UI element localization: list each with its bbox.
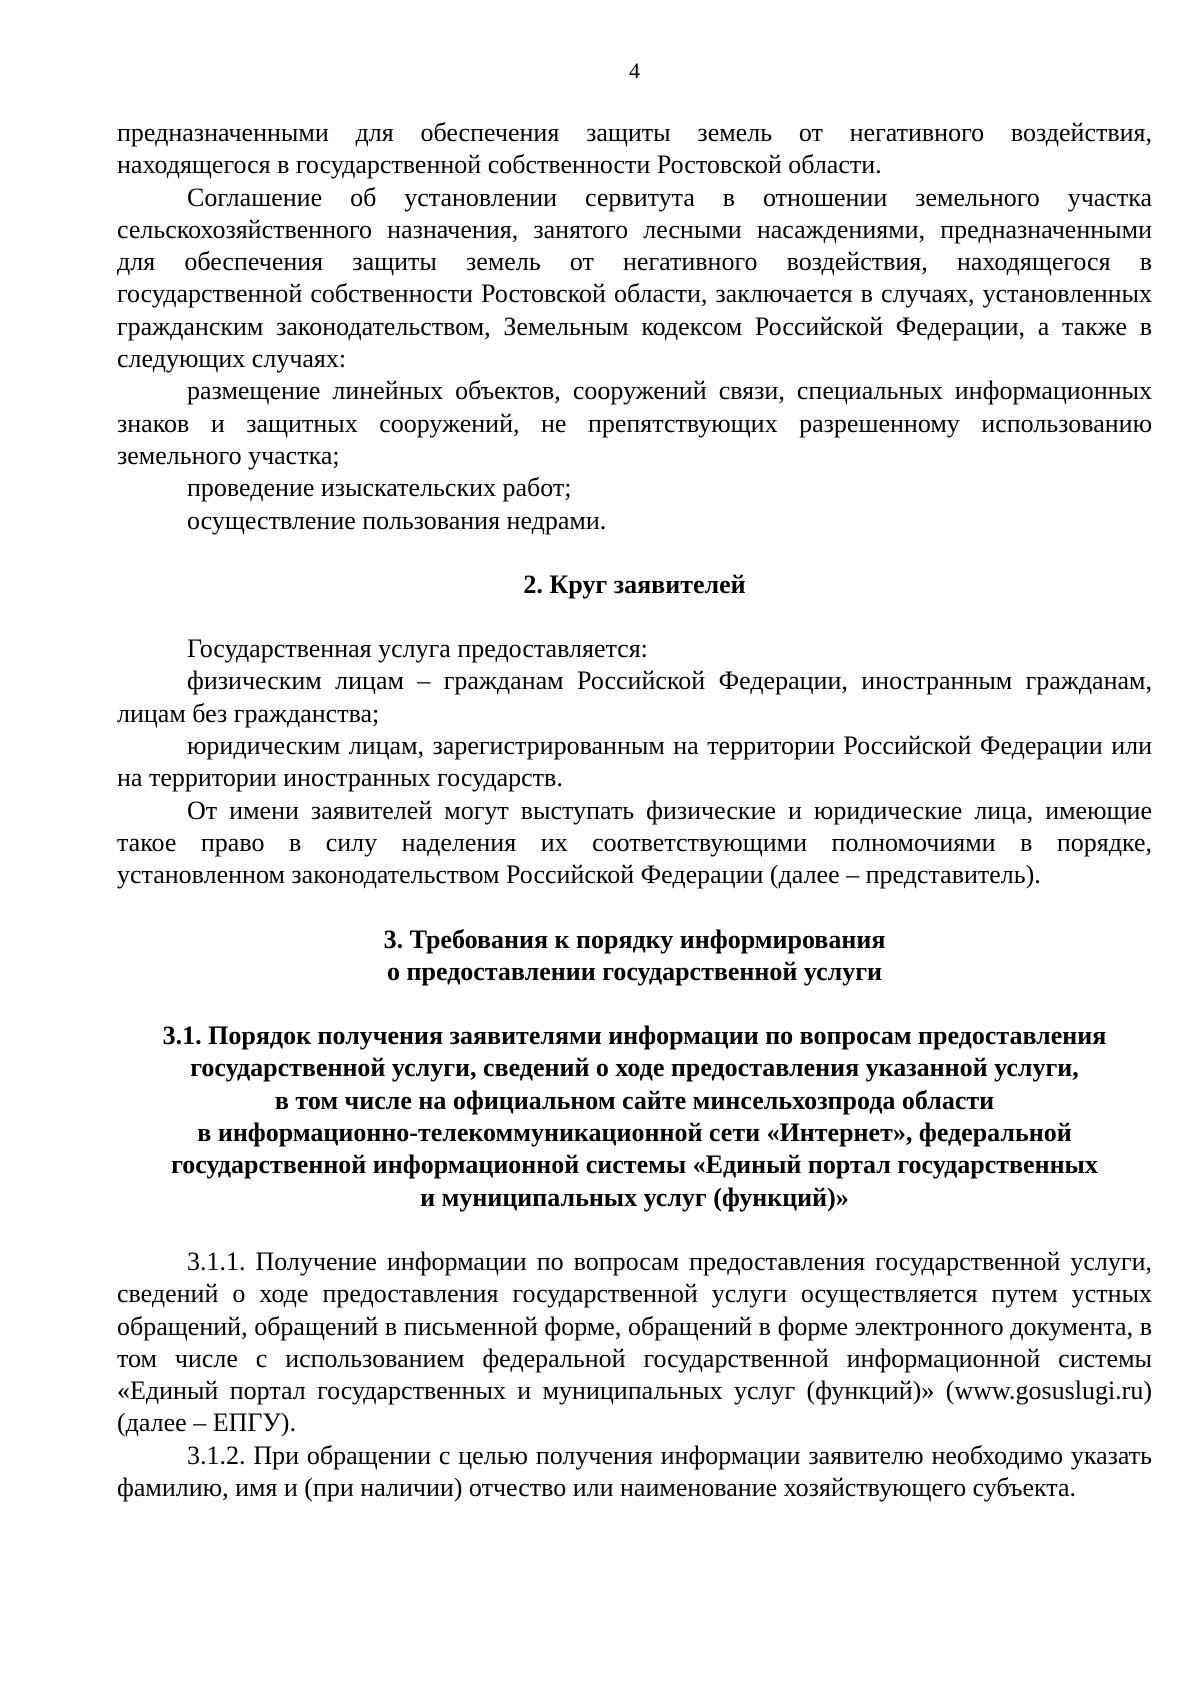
section-2-heading: 2. Круг заявителей: [523, 569, 746, 599]
paragraph-3-1-1: 3.1.1. Получение информации по вопросам предоставления государственной услуги, сведений о ходе предоставления государственной услуги осуществляется путем устных обращений, обращений в письменной форме, обращений в форме электронного документа, в том числе с использованием федеральной государственной информационной системы «Единый портал государственных и муниципальных услуг (функций)» (www.gosuslugi.ru) (далее – ЕПГУ).: [117, 1246, 1152, 1438]
servitude-paragraph: Соглашение об установлении сервитута в отношении земельного участка сельскохозяйственного назначения, занятого лесными насаждениями, предназначенными для обеспечения защиты земель от негативного воздействия, находящегося в государственной собственности Ростовской области, заключается в случаях, установленных гражданским законодательством, Земельным кодексом Российской Федерации, а также в следующих случаях:: [117, 182, 1152, 374]
paragraph-3-1-2: 3.1.2. При обращении с целью получения информации заявителю необходимо указать фамилию, имя и (при наличии) отчество или наименование хозяйствующего субъекта.: [117, 1440, 1152, 1502]
applicant-item: юридическим лицам, зарегистрированным на территории Российской Федерации или на территории иностранных государств.: [117, 731, 1152, 793]
page-number: 4: [629, 58, 640, 83]
section-3-1-heading-line: государственной информационной системы «Единый портал государственных: [171, 1150, 1098, 1180]
section-3-1-heading-line: и муниципальных услуг (функций)»: [420, 1182, 849, 1212]
section-3-1-heading: [117, 1020, 1152, 1214]
representatives-paragraph: От имени заявителей могут выступать физические и юридические лица, имеющие такое право в силу наделения их соответствующими полномочиями в порядке, установленном законодательством Российской Федерации (далее – представитель).: [117, 795, 1152, 890]
section-3-heading: [117, 924, 1152, 989]
section-3-1-heading-line: 3.1. Порядок получения заявителями информации по вопросам предоставления: [162, 1021, 1107, 1051]
case-item: проведение изыскательских работ;: [187, 473, 572, 503]
section-2-intro: Государственная услуга предоставляется:: [187, 634, 648, 664]
document-body: [117, 117, 1152, 1504]
section-3-1-heading-line: в информационно-телекоммуникационной сети «Интернет», федеральной: [197, 1118, 1072, 1148]
section-3-1-heading-line: государственной услуги, сведений о ходе предоставления указанной услуги,: [190, 1053, 1079, 1083]
section-3-1-heading-line: в том числе на официальном сайте минсельхозпрода области: [274, 1085, 995, 1115]
section-3-heading-line: о предоставлении государственной услуги: [387, 956, 882, 986]
section-3-heading-line: 3. Требования к порядку информирования: [383, 924, 886, 954]
continuation-paragraph: предназначенными для обеспечения защиты земель от негативного воздействия, находящегося в государственной собственности Ростовской области.: [117, 118, 1152, 180]
case-item: осуществление пользования недрами.: [187, 505, 607, 535]
case-item: размещение линейных объектов, сооружений связи, специальных информационных знаков и защитных сооружений, не препятствующих разрешенному использованию земельного участка;: [117, 376, 1152, 470]
applicant-item: физическим лицам – гражданам Российской Федерации, иностранным гражданам, лицам без гражданства;: [117, 666, 1152, 728]
